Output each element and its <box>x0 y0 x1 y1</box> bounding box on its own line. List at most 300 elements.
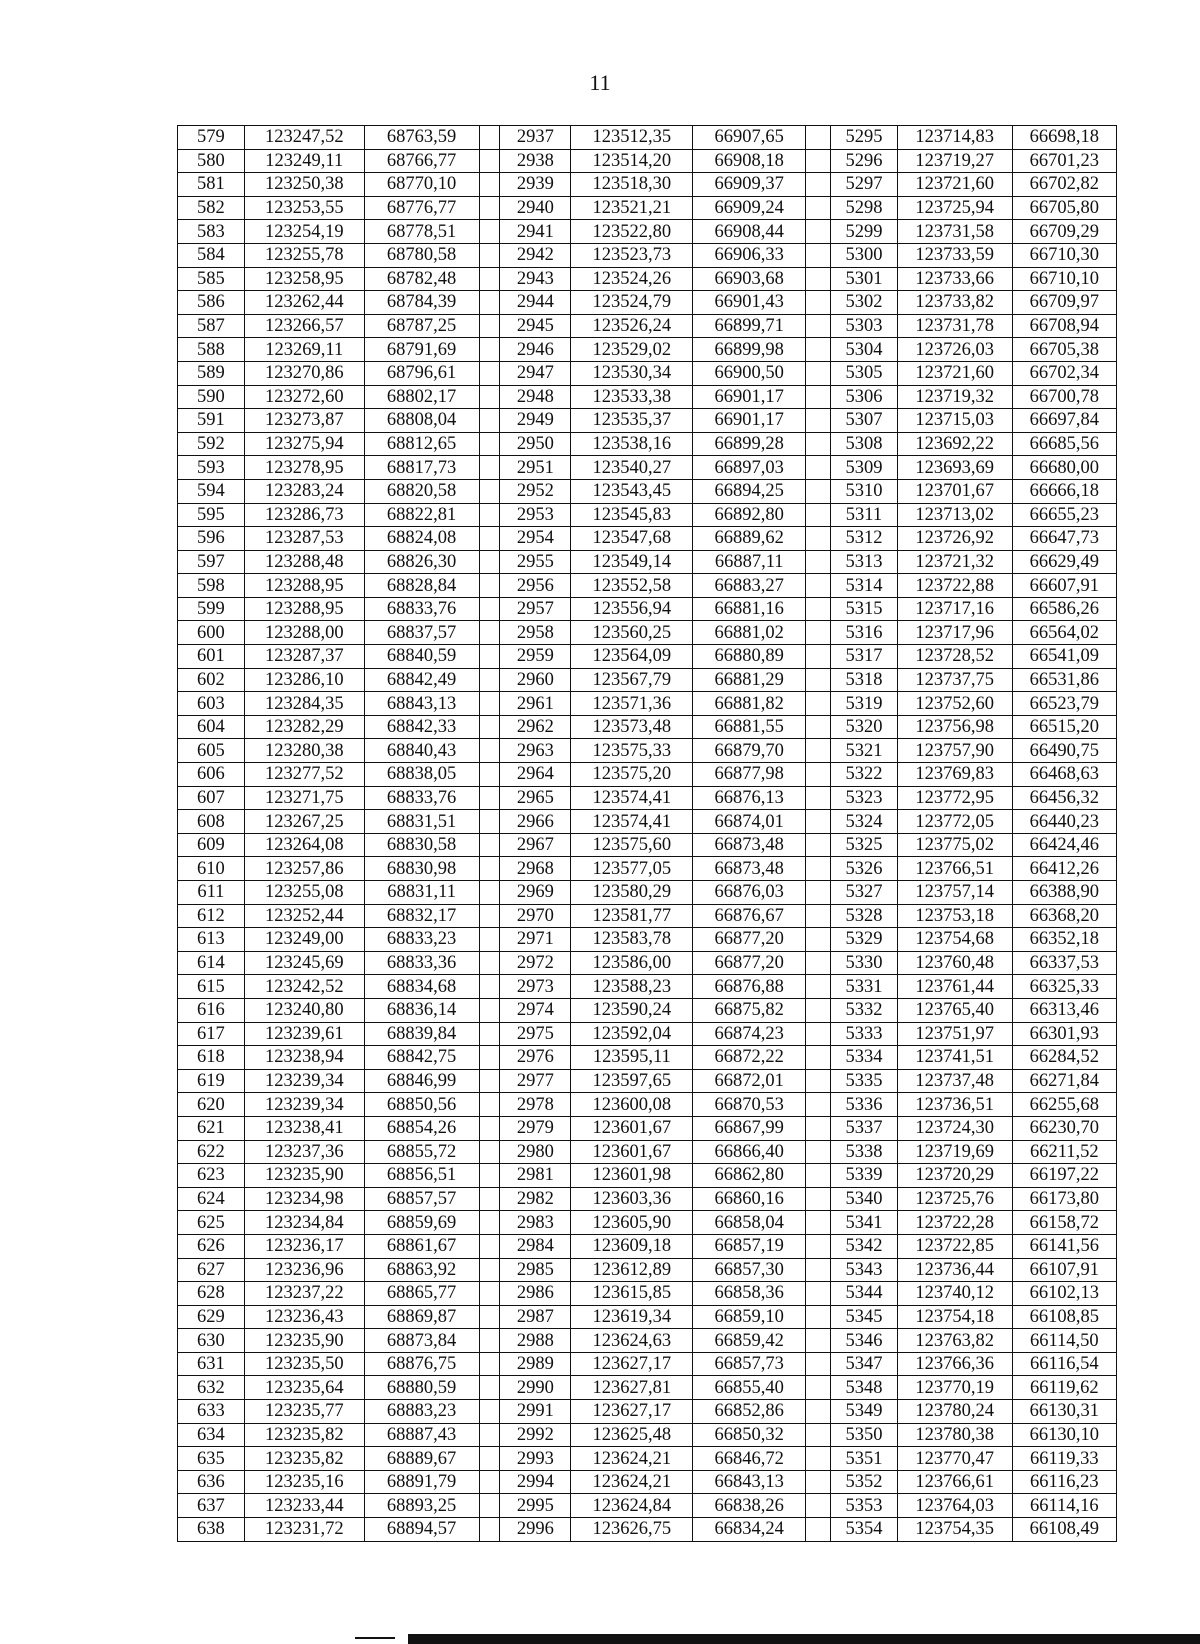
spacer-cell <box>806 1164 831 1188</box>
point-number-cell: 2981 <box>500 1164 571 1188</box>
y-coordinate-cell: 66541,09 <box>1012 645 1116 669</box>
point-number-cell: 5328 <box>831 904 898 928</box>
table-row <box>178 1518 1117 1542</box>
x-coordinate-cell: 123766,36 <box>897 1352 1012 1376</box>
spacer-cell <box>806 220 831 244</box>
spacer-cell <box>806 1022 831 1046</box>
x-coordinate-cell: 123278,95 <box>244 456 364 480</box>
point-number-cell: 5330 <box>831 951 898 975</box>
point-number-cell: 603 <box>178 692 245 716</box>
y-coordinate-cell: 66708,94 <box>1012 314 1116 338</box>
spacer-cell <box>479 527 500 551</box>
point-number-cell: 5329 <box>831 928 898 952</box>
y-coordinate-cell: 68822,81 <box>364 503 479 527</box>
y-coordinate-cell: 66901,43 <box>693 291 806 315</box>
y-coordinate-cell: 68876,75 <box>364 1352 479 1376</box>
y-coordinate-cell: 66119,33 <box>1012 1447 1116 1471</box>
x-coordinate-cell: 123609,18 <box>571 1234 693 1258</box>
point-number-cell: 2985 <box>500 1258 571 1282</box>
point-number-cell: 2958 <box>500 621 571 645</box>
point-number-cell: 590 <box>178 385 245 409</box>
y-coordinate-cell: 68791,69 <box>364 338 479 362</box>
x-coordinate-cell: 123240,80 <box>244 998 364 1022</box>
y-coordinate-cell: 66629,49 <box>1012 550 1116 574</box>
x-coordinate-cell: 123236,17 <box>244 1234 364 1258</box>
spacer-cell <box>479 998 500 1022</box>
y-coordinate-cell: 68782,48 <box>364 267 479 291</box>
spacer-cell <box>479 550 500 574</box>
y-coordinate-cell: 66899,71 <box>693 314 806 338</box>
spacer-cell <box>806 1329 831 1353</box>
y-coordinate-cell: 68834,68 <box>364 975 479 999</box>
point-number-cell: 5332 <box>831 998 898 1022</box>
x-coordinate-cell: 123521,21 <box>571 196 693 220</box>
x-coordinate-cell: 123556,94 <box>571 597 693 621</box>
x-coordinate-cell: 123757,90 <box>897 739 1012 763</box>
point-number-cell: 610 <box>178 857 245 881</box>
point-number-cell: 5309 <box>831 456 898 480</box>
point-number-cell: 592 <box>178 432 245 456</box>
x-coordinate-cell: 123603,36 <box>571 1187 693 1211</box>
x-coordinate-cell: 123286,10 <box>244 668 364 692</box>
spacer-cell <box>479 291 500 315</box>
spacer-cell <box>806 338 831 362</box>
y-coordinate-cell: 68863,92 <box>364 1258 479 1282</box>
y-coordinate-cell: 68855,72 <box>364 1140 479 1164</box>
spacer-cell <box>806 763 831 787</box>
point-number-cell: 5345 <box>831 1305 898 1329</box>
x-coordinate-cell: 123543,45 <box>571 479 693 503</box>
x-coordinate-cell: 123761,44 <box>897 975 1012 999</box>
spacer-cell <box>806 479 831 503</box>
point-number-cell: 2961 <box>500 692 571 716</box>
spacer-cell <box>479 173 500 197</box>
table-row <box>178 1376 1117 1400</box>
y-coordinate-cell: 68830,98 <box>364 857 479 881</box>
x-coordinate-cell: 123538,16 <box>571 432 693 456</box>
spacer-cell <box>479 1400 500 1424</box>
y-coordinate-cell: 66889,62 <box>693 527 806 551</box>
point-number-cell: 5340 <box>831 1187 898 1211</box>
point-number-cell: 2945 <box>500 314 571 338</box>
x-coordinate-cell: 123571,36 <box>571 692 693 716</box>
x-coordinate-cell: 123530,34 <box>571 361 693 385</box>
point-number-cell: 586 <box>178 291 245 315</box>
spacer-cell <box>806 739 831 763</box>
x-coordinate-cell: 123577,05 <box>571 857 693 881</box>
point-number-cell: 2970 <box>500 904 571 928</box>
y-coordinate-cell: 66857,73 <box>693 1352 806 1376</box>
x-coordinate-cell: 123720,29 <box>897 1164 1012 1188</box>
point-number-cell: 601 <box>178 645 245 669</box>
spacer-cell <box>479 220 500 244</box>
x-coordinate-cell: 123552,58 <box>571 574 693 598</box>
x-coordinate-cell: 123288,48 <box>244 550 364 574</box>
point-number-cell: 596 <box>178 527 245 551</box>
x-coordinate-cell: 123619,34 <box>571 1305 693 1329</box>
point-number-cell: 620 <box>178 1093 245 1117</box>
y-coordinate-cell: 66710,30 <box>1012 243 1116 267</box>
point-number-cell: 580 <box>178 149 245 173</box>
point-number-cell: 2993 <box>500 1447 571 1471</box>
x-coordinate-cell: 123715,03 <box>897 409 1012 433</box>
x-coordinate-cell: 123627,17 <box>571 1400 693 1424</box>
x-coordinate-cell: 123625,48 <box>571 1423 693 1447</box>
x-coordinate-cell: 123272,60 <box>244 385 364 409</box>
spacer-cell <box>479 149 500 173</box>
table-row <box>178 833 1117 857</box>
y-coordinate-cell: 68861,67 <box>364 1234 479 1258</box>
spacer-cell <box>806 1400 831 1424</box>
x-coordinate-cell: 123624,63 <box>571 1329 693 1353</box>
x-coordinate-cell: 123766,61 <box>897 1470 1012 1494</box>
point-number-cell: 5339 <box>831 1164 898 1188</box>
x-coordinate-cell: 123286,73 <box>244 503 364 527</box>
y-coordinate-cell: 68770,10 <box>364 173 479 197</box>
point-number-cell: 2951 <box>500 456 571 480</box>
point-number-cell: 5312 <box>831 527 898 551</box>
y-coordinate-cell: 66859,42 <box>693 1329 806 1353</box>
x-coordinate-cell: 123231,72 <box>244 1518 364 1542</box>
spacer-cell <box>806 291 831 315</box>
point-number-cell: 5331 <box>831 975 898 999</box>
x-coordinate-cell: 123586,00 <box>571 951 693 975</box>
x-coordinate-cell: 123257,86 <box>244 857 364 881</box>
y-coordinate-cell: 66894,25 <box>693 479 806 503</box>
y-coordinate-cell: 66468,63 <box>1012 763 1116 787</box>
point-number-cell: 5315 <box>831 597 898 621</box>
y-coordinate-cell: 66838,26 <box>693 1494 806 1518</box>
spacer-cell <box>479 810 500 834</box>
x-coordinate-cell: 123627,81 <box>571 1376 693 1400</box>
y-coordinate-cell: 66709,97 <box>1012 291 1116 315</box>
y-coordinate-cell: 66709,29 <box>1012 220 1116 244</box>
x-coordinate-cell: 123254,19 <box>244 220 364 244</box>
point-number-cell: 2976 <box>500 1046 571 1070</box>
y-coordinate-cell: 68824,08 <box>364 527 479 551</box>
point-number-cell: 611 <box>178 881 245 905</box>
spacer-cell <box>479 715 500 739</box>
x-coordinate-cell: 123249,00 <box>244 928 364 952</box>
point-number-cell: 597 <box>178 550 245 574</box>
y-coordinate-cell: 66490,75 <box>1012 739 1116 763</box>
x-coordinate-cell: 123722,85 <box>897 1234 1012 1258</box>
y-coordinate-cell: 66702,82 <box>1012 173 1116 197</box>
x-coordinate-cell: 123766,51 <box>897 857 1012 881</box>
x-coordinate-cell: 123239,34 <box>244 1093 364 1117</box>
spacer-cell <box>479 314 500 338</box>
y-coordinate-cell: 66881,82 <box>693 692 806 716</box>
point-number-cell: 628 <box>178 1282 245 1306</box>
x-coordinate-cell: 123763,82 <box>897 1329 1012 1353</box>
y-coordinate-cell: 66388,90 <box>1012 881 1116 905</box>
point-number-cell: 595 <box>178 503 245 527</box>
spacer-cell <box>479 479 500 503</box>
spacer-cell <box>806 1494 831 1518</box>
point-number-cell: 5347 <box>831 1352 898 1376</box>
point-number-cell: 602 <box>178 668 245 692</box>
x-coordinate-cell: 123242,52 <box>244 975 364 999</box>
spacer-cell <box>479 243 500 267</box>
x-coordinate-cell: 123233,44 <box>244 1494 364 1518</box>
point-number-cell: 2943 <box>500 267 571 291</box>
point-number-cell: 631 <box>178 1352 245 1376</box>
spacer-cell <box>806 951 831 975</box>
spacer-cell <box>806 645 831 669</box>
y-coordinate-cell: 66116,54 <box>1012 1352 1116 1376</box>
spacer-cell <box>806 1211 831 1235</box>
point-number-cell: 2953 <box>500 503 571 527</box>
y-coordinate-cell: 66870,53 <box>693 1093 806 1117</box>
x-coordinate-cell: 123721,60 <box>897 361 1012 385</box>
table-row <box>178 975 1117 999</box>
x-coordinate-cell: 123270,86 <box>244 361 364 385</box>
x-coordinate-cell: 123235,82 <box>244 1447 364 1471</box>
spacer-cell <box>806 998 831 1022</box>
y-coordinate-cell: 68842,33 <box>364 715 479 739</box>
spacer-cell <box>479 456 500 480</box>
y-coordinate-cell: 66515,20 <box>1012 715 1116 739</box>
x-coordinate-cell: 123726,03 <box>897 338 1012 362</box>
x-coordinate-cell: 123595,11 <box>571 1046 693 1070</box>
point-number-cell: 591 <box>178 409 245 433</box>
point-number-cell: 5336 <box>831 1093 898 1117</box>
point-number-cell: 2940 <box>500 196 571 220</box>
spacer-cell <box>806 527 831 551</box>
y-coordinate-cell: 68840,59 <box>364 645 479 669</box>
x-coordinate-cell: 123780,38 <box>897 1423 1012 1447</box>
x-coordinate-cell: 123719,32 <box>897 385 1012 409</box>
y-coordinate-cell: 66710,10 <box>1012 267 1116 291</box>
y-coordinate-cell: 66909,37 <box>693 173 806 197</box>
x-coordinate-cell: 123545,83 <box>571 503 693 527</box>
spacer-cell <box>806 574 831 598</box>
y-coordinate-cell: 66866,40 <box>693 1140 806 1164</box>
y-coordinate-cell: 66867,99 <box>693 1116 806 1140</box>
point-number-cell: 2988 <box>500 1329 571 1353</box>
spacer-cell <box>806 267 831 291</box>
x-coordinate-cell: 123574,41 <box>571 810 693 834</box>
table-row <box>178 1282 1117 1306</box>
point-number-cell: 5310 <box>831 479 898 503</box>
spacer-cell <box>479 432 500 456</box>
spacer-cell <box>806 786 831 810</box>
point-number-cell: 2939 <box>500 173 571 197</box>
point-number-cell: 2987 <box>500 1305 571 1329</box>
y-coordinate-cell: 66857,30 <box>693 1258 806 1282</box>
y-coordinate-cell: 66897,03 <box>693 456 806 480</box>
x-coordinate-cell: 123264,08 <box>244 833 364 857</box>
x-coordinate-cell: 123717,96 <box>897 621 1012 645</box>
x-coordinate-cell: 123288,95 <box>244 574 364 598</box>
spacer-cell <box>806 1258 831 1282</box>
y-coordinate-cell: 68893,25 <box>364 1494 479 1518</box>
spacer-cell <box>479 739 500 763</box>
y-coordinate-cell: 68850,56 <box>364 1093 479 1117</box>
spacer-cell <box>806 928 831 952</box>
point-number-cell: 5295 <box>831 126 898 150</box>
y-coordinate-cell: 68856,51 <box>364 1164 479 1188</box>
y-coordinate-cell: 66116,23 <box>1012 1470 1116 1494</box>
y-coordinate-cell: 66141,56 <box>1012 1234 1116 1258</box>
table-row <box>178 1352 1117 1376</box>
x-coordinate-cell: 123731,78 <box>897 314 1012 338</box>
spacer-cell <box>806 1282 831 1306</box>
spacer-cell <box>479 1447 500 1471</box>
point-number-cell: 605 <box>178 739 245 763</box>
table-row <box>178 857 1117 881</box>
spacer-cell <box>806 668 831 692</box>
y-coordinate-cell: 66173,80 <box>1012 1187 1116 1211</box>
x-coordinate-cell: 123284,35 <box>244 692 364 716</box>
x-coordinate-cell: 123719,69 <box>897 1140 1012 1164</box>
point-number-cell: 5327 <box>831 881 898 905</box>
y-coordinate-cell: 68784,39 <box>364 291 479 315</box>
y-coordinate-cell: 66876,88 <box>693 975 806 999</box>
point-number-cell: 2972 <box>500 951 571 975</box>
point-number-cell: 5297 <box>831 173 898 197</box>
y-coordinate-cell: 66456,32 <box>1012 786 1116 810</box>
x-coordinate-cell: 123252,44 <box>244 904 364 928</box>
x-coordinate-cell: 123239,61 <box>244 1022 364 1046</box>
point-number-cell: 584 <box>178 243 245 267</box>
spacer-cell <box>479 668 500 692</box>
spacer-cell <box>479 1282 500 1306</box>
x-coordinate-cell: 123601,67 <box>571 1116 693 1140</box>
point-number-cell: 2973 <box>500 975 571 999</box>
x-coordinate-cell: 123526,24 <box>571 314 693 338</box>
spacer-cell <box>806 409 831 433</box>
table-row <box>178 998 1117 1022</box>
y-coordinate-cell: 66564,02 <box>1012 621 1116 645</box>
table-row <box>178 432 1117 456</box>
point-number-cell: 2938 <box>500 149 571 173</box>
y-coordinate-cell: 66906,33 <box>693 243 806 267</box>
x-coordinate-cell: 123234,98 <box>244 1187 364 1211</box>
y-coordinate-cell: 66834,24 <box>693 1518 806 1542</box>
spacer-cell <box>479 1423 500 1447</box>
y-coordinate-cell: 68776,77 <box>364 196 479 220</box>
x-coordinate-cell: 123601,67 <box>571 1140 693 1164</box>
point-number-cell: 579 <box>178 126 245 150</box>
point-number-cell: 614 <box>178 951 245 975</box>
x-coordinate-cell: 123728,52 <box>897 645 1012 669</box>
y-coordinate-cell: 68891,79 <box>364 1470 479 1494</box>
point-number-cell: 607 <box>178 786 245 810</box>
table-row <box>178 1470 1117 1494</box>
x-coordinate-cell: 123235,64 <box>244 1376 364 1400</box>
point-number-cell: 635 <box>178 1447 245 1471</box>
spacer-cell <box>806 857 831 881</box>
y-coordinate-cell: 68836,14 <box>364 998 479 1022</box>
y-coordinate-cell: 66881,55 <box>693 715 806 739</box>
spacer-cell <box>806 1423 831 1447</box>
table-row <box>178 1140 1117 1164</box>
point-number-cell: 5341 <box>831 1211 898 1235</box>
y-coordinate-cell: 66908,44 <box>693 220 806 244</box>
y-coordinate-cell: 66875,82 <box>693 998 806 1022</box>
point-number-cell: 2974 <box>500 998 571 1022</box>
point-number-cell: 624 <box>178 1187 245 1211</box>
point-number-cell: 5354 <box>831 1518 898 1542</box>
point-number-cell: 599 <box>178 597 245 621</box>
point-number-cell: 2977 <box>500 1069 571 1093</box>
x-coordinate-cell: 123262,44 <box>244 291 364 315</box>
point-number-cell: 587 <box>178 314 245 338</box>
x-coordinate-cell: 123239,34 <box>244 1069 364 1093</box>
point-number-cell: 2946 <box>500 338 571 362</box>
x-coordinate-cell: 123733,59 <box>897 243 1012 267</box>
point-number-cell: 617 <box>178 1022 245 1046</box>
spacer-cell <box>479 857 500 881</box>
point-number-cell: 5353 <box>831 1494 898 1518</box>
x-coordinate-cell: 123522,80 <box>571 220 693 244</box>
y-coordinate-cell: 66702,34 <box>1012 361 1116 385</box>
point-number-cell: 5298 <box>831 196 898 220</box>
point-number-cell: 2941 <box>500 220 571 244</box>
point-number-cell: 2962 <box>500 715 571 739</box>
x-coordinate-cell: 123612,89 <box>571 1258 693 1282</box>
point-number-cell: 2947 <box>500 361 571 385</box>
spacer-cell <box>479 1329 500 1353</box>
y-coordinate-cell: 66872,01 <box>693 1069 806 1093</box>
x-coordinate-cell: 123754,35 <box>897 1518 1012 1542</box>
spacer-cell <box>479 126 500 150</box>
point-number-cell: 5343 <box>831 1258 898 1282</box>
x-coordinate-cell: 123235,16 <box>244 1470 364 1494</box>
spacer-cell <box>806 385 831 409</box>
x-coordinate-cell: 123615,85 <box>571 1282 693 1306</box>
spacer-cell <box>806 621 831 645</box>
spacer-cell <box>806 196 831 220</box>
spacer-cell <box>806 1234 831 1258</box>
point-number-cell: 2964 <box>500 763 571 787</box>
point-number-cell: 5344 <box>831 1282 898 1306</box>
spacer-cell <box>806 314 831 338</box>
y-coordinate-cell: 66108,49 <box>1012 1518 1116 1542</box>
x-coordinate-cell: 123238,41 <box>244 1116 364 1140</box>
spacer-cell <box>806 975 831 999</box>
y-coordinate-cell: 66701,23 <box>1012 149 1116 173</box>
x-coordinate-cell: 123255,78 <box>244 243 364 267</box>
table-row <box>178 503 1117 527</box>
x-coordinate-cell: 123235,90 <box>244 1329 364 1353</box>
y-coordinate-cell: 66130,31 <box>1012 1400 1116 1424</box>
point-number-cell: 5302 <box>831 291 898 315</box>
point-number-cell: 616 <box>178 998 245 1022</box>
spacer-cell <box>806 597 831 621</box>
point-number-cell: 629 <box>178 1305 245 1329</box>
x-coordinate-cell: 123288,95 <box>244 597 364 621</box>
y-coordinate-cell: 68880,59 <box>364 1376 479 1400</box>
x-coordinate-cell: 123733,82 <box>897 291 1012 315</box>
table-row <box>178 527 1117 551</box>
spacer-cell <box>806 810 831 834</box>
y-coordinate-cell: 66899,28 <box>693 432 806 456</box>
spacer-cell <box>479 385 500 409</box>
y-coordinate-cell: 68833,76 <box>364 597 479 621</box>
spacer-cell <box>479 361 500 385</box>
point-number-cell: 2963 <box>500 739 571 763</box>
y-coordinate-cell: 68830,58 <box>364 833 479 857</box>
point-number-cell: 2979 <box>500 1116 571 1140</box>
table-row <box>178 338 1117 362</box>
x-coordinate-cell: 123236,43 <box>244 1305 364 1329</box>
point-number-cell: 5304 <box>831 338 898 362</box>
point-number-cell: 2986 <box>500 1282 571 1306</box>
spacer-cell <box>479 1022 500 1046</box>
y-coordinate-cell: 68833,36 <box>364 951 479 975</box>
